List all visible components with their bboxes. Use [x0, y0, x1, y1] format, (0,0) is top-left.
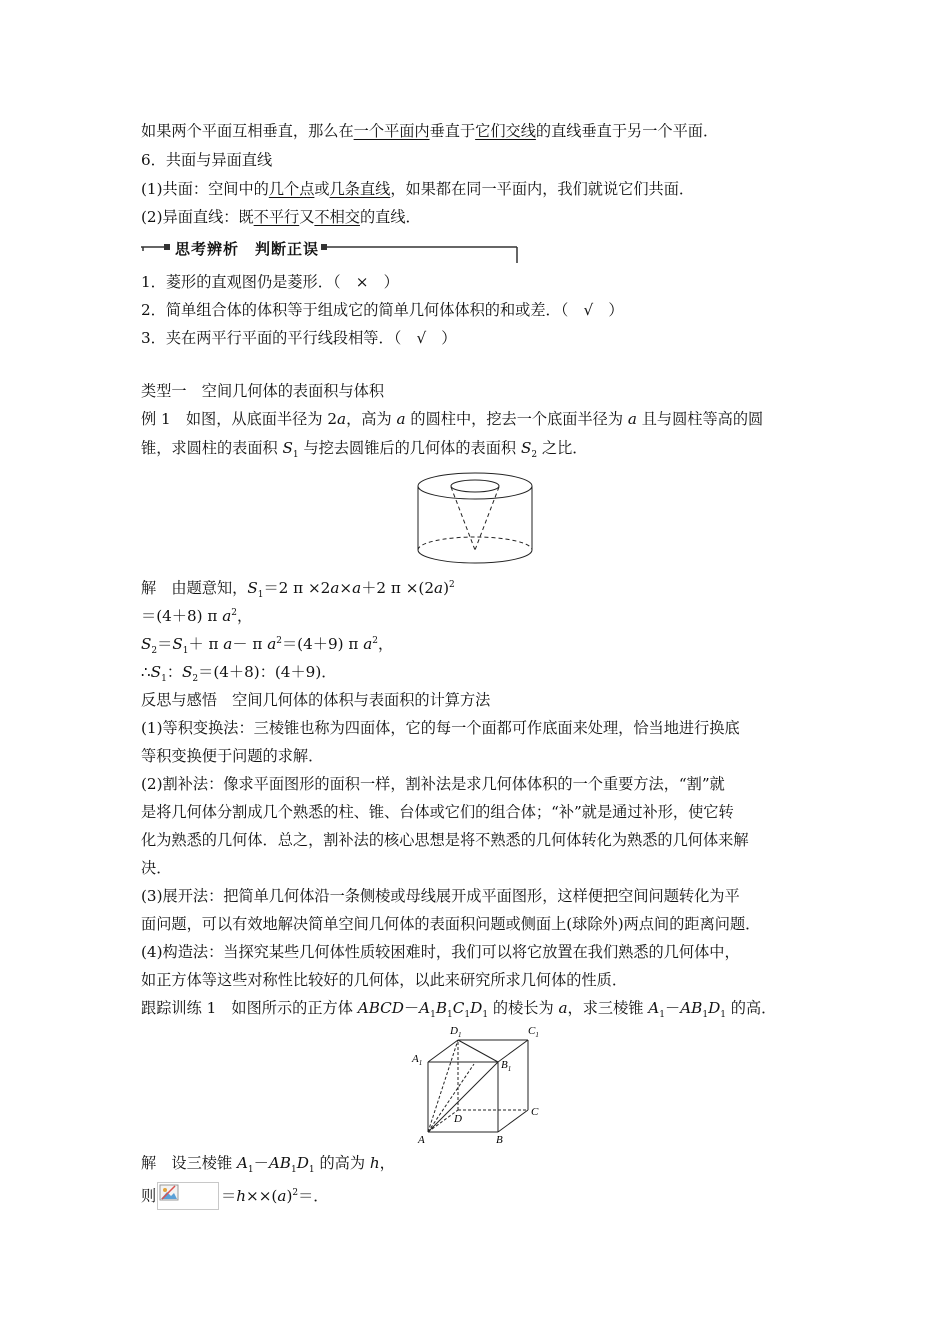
text: (1)共面：空间中的 [141, 180, 269, 198]
underlined-text: 不平行 [253, 208, 300, 226]
solution-line [221, 1185, 328, 1207]
text-line [141, 206, 421, 228]
text: － [253, 1154, 269, 1172]
subscript: 1 [292, 450, 299, 461]
broken-image-icon [157, 1182, 219, 1210]
text: ， [237, 607, 253, 625]
image-placeholder-icon [159, 1184, 181, 1202]
text: 解 由题意知， [141, 579, 248, 597]
text: ＝． [298, 1187, 329, 1205]
cylinder-cone-figure [414, 470, 536, 570]
text: ＋ π [188, 635, 224, 653]
subscript: 2 [192, 674, 199, 685]
text: 又 [299, 208, 315, 226]
cylinder-bottom-back [418, 537, 532, 550]
text-line [141, 178, 694, 200]
reflection-line: 是将几何体分割成几个熟悉的柱、锥、台体或它们的组合体；“补”就是通过补形，使它转 [141, 803, 734, 821]
example-line [141, 408, 763, 430]
subscript: 1 [464, 1010, 471, 1021]
text: 例 1 如图，从底面半径为 2 [141, 410, 338, 428]
text: － [665, 999, 681, 1017]
math-var: h [236, 1187, 246, 1205]
subscript: 2 [531, 450, 538, 461]
solution-line [141, 577, 455, 599]
text: 跟踪训练 1 如图所示的正方体 [141, 999, 358, 1017]
subscript: 1 [182, 646, 189, 657]
cylinder-top-ellipse [418, 473, 532, 499]
text: ＝2 π ×2 [263, 579, 331, 597]
text: 且与圆柱等高的圆 [636, 410, 764, 428]
text: ＝ [221, 1187, 237, 1205]
diagonal-ab1 [428, 1062, 498, 1132]
text: ＝(4＋8) π [141, 607, 223, 625]
diagonal-d1b1 [458, 1040, 498, 1062]
text: 的高． [725, 999, 777, 1017]
subscript: 1 [447, 1010, 453, 1021]
text: ××( [245, 1187, 278, 1205]
math-var: C [452, 999, 465, 1017]
label-d: D [454, 1113, 462, 1125]
text-line [141, 120, 718, 142]
label-d1: $D_1$ [450, 1025, 462, 1039]
math-var: a [558, 999, 568, 1017]
judgement-item: 3．夹在两平行平面的平行线段相等．（ √ ） [141, 329, 457, 347]
subheading: 6．共面与异面直线 [141, 151, 273, 169]
text: × [339, 579, 353, 597]
underlined-text: 不相交 [314, 208, 360, 226]
superscript: 2 [276, 635, 282, 646]
math-var: ABCD [357, 999, 404, 1017]
math-var: S [520, 439, 532, 457]
math-var: S [141, 635, 152, 653]
superscript: 2 [449, 579, 455, 590]
reflection-line: 化为熟悉的几何体．总之，割补法的核心思想是将不熟悉的几何体转化为熟悉的几何体来解 [141, 831, 749, 849]
solution-line [141, 605, 252, 627]
math-var: A [648, 999, 660, 1017]
math-var: D [708, 999, 721, 1017]
solution-line [141, 1185, 156, 1207]
text: － [403, 999, 420, 1017]
text: ，求三棱锥 [567, 999, 649, 1017]
example-line [141, 437, 587, 459]
cylinder-bottom-front [418, 550, 532, 563]
text: ＝ [157, 635, 173, 653]
math-var: S [172, 635, 183, 653]
text: (2)异面直线：既 [141, 208, 254, 226]
cone-base-ellipse [451, 480, 499, 492]
text: － π [232, 635, 268, 653]
math-var: S [282, 439, 293, 457]
reflection-line: (3)展开法：把简单几何体沿一条侧棱或母线展开成平面图形，这样便把空间问题转化为平 [141, 887, 740, 905]
math-var: a [223, 635, 233, 653]
text: 则 [141, 1187, 157, 1205]
judgement-item: 2．简单组合体的体积等于组成它的简单几何体体积的和或差．（ √ ） [141, 301, 624, 319]
label-c1: $C_1$ [528, 1025, 539, 1039]
solution-line [141, 661, 336, 683]
math-var: h [369, 1154, 380, 1172]
text: 解 设三棱锥 [141, 1154, 237, 1172]
subscript: 1 [308, 1165, 315, 1176]
judgement-item: 1．菱形的直观图仍是菱形．（ × ） [141, 273, 399, 291]
label-b1: $B_1$ [501, 1059, 512, 1073]
edge-a1d1 [428, 1040, 458, 1062]
label-c: C [531, 1106, 539, 1118]
math-var: S [247, 579, 258, 597]
text: 的高为 [314, 1154, 370, 1172]
subscript: 1 [659, 1010, 665, 1021]
reflection-line: (2)割补法：像求平面图形的面积一样，割补法是求几何体体积的一个重要方法，“割”就 [141, 775, 725, 793]
underlined-text: 一个平面内 [353, 122, 430, 140]
text: 的直线． [359, 208, 421, 226]
math-var: A [236, 1154, 248, 1172]
subscript: 2 [151, 646, 158, 657]
math-var: S [182, 663, 193, 681]
underlined-text: 几条直线 [329, 180, 391, 198]
math-var: D [296, 1154, 309, 1172]
section-banner [141, 235, 519, 265]
math-var: a [627, 410, 637, 428]
reflection-line: (4)构造法：当探究某些几何体性质较困难时，我们可以将它放置在我们熟悉的几何体中， [141, 943, 740, 961]
solution-line [141, 1152, 395, 1174]
text: 或 [314, 180, 330, 198]
label-a: A [418, 1134, 425, 1144]
text: ∴ [141, 663, 151, 681]
math-var: D [470, 999, 483, 1017]
superscript: 2 [292, 1187, 299, 1198]
math-var: a [434, 579, 444, 597]
section-title: 类型一 空间几何体的表面积与体积 [141, 382, 384, 400]
text: ，如果都在同一平面内，我们就说它们共面． [390, 180, 695, 198]
label-a1: $A_1$ [412, 1053, 423, 1067]
math-var: B [435, 999, 448, 1017]
subscript: 1 [290, 1165, 297, 1176]
subscript: 1 [161, 674, 167, 685]
text: 之比． [537, 439, 588, 457]
banner-title: 思考辨析 判断正误 [175, 240, 320, 258]
math-var: A [419, 999, 431, 1017]
text: ＝(4＋8)：(4＋9)． [198, 663, 337, 681]
math-var: a [337, 410, 347, 428]
underlined-text: 几个点 [268, 180, 315, 198]
text: 锥，求圆柱的表面积 [141, 439, 283, 457]
cone-left-edge [451, 487, 475, 550]
text: 如果两个平面互相垂直，那么在 [141, 122, 354, 140]
solution-line [141, 633, 393, 655]
underlined-text: 它们交线 [475, 122, 536, 140]
reflection-line: 等积变换便于问题的求解． [141, 747, 324, 765]
cube-figure [408, 1022, 548, 1144]
superscript: 2 [372, 635, 378, 646]
text: ＝(4＋9) π [281, 635, 364, 653]
text: ， [379, 1154, 395, 1172]
text: 的棱长为 [488, 999, 559, 1017]
height-line [428, 1064, 474, 1132]
text: 的直线垂直于另一个平面． [535, 122, 719, 140]
math-var: a [267, 635, 277, 653]
math-var: a [222, 607, 232, 625]
math-var: S [150, 663, 162, 681]
text: 与挖去圆锥后的几何体的表面积 [298, 439, 521, 457]
subscript: 1 [247, 1165, 254, 1176]
math-var: a [396, 410, 406, 428]
subscript: 1 [257, 590, 264, 601]
reflection-title: 反思与感悟 空间几何体的体积与表面积的计算方法 [141, 691, 491, 709]
math-var: a [352, 579, 362, 597]
math-var: a [330, 579, 340, 597]
subscript: 1 [482, 1010, 489, 1021]
superscript: 2 [231, 607, 237, 618]
edge-bc [498, 1110, 528, 1132]
math-var: a [363, 635, 373, 653]
subscript: 1 [702, 1010, 709, 1021]
text: 垂直于 [429, 122, 476, 140]
math-var: AB [268, 1154, 291, 1172]
reflection-line: 面问题，可以有效地解决简单空间几何体的表面积问题或侧面上(球除外)两点间的距离问题． [141, 915, 761, 933]
reflection-line: 如正方体等这些对称性比较好的几何体，以此来研究所求几何体的性质． [141, 971, 627, 989]
text: 的圆柱中，挖去一个底面半径为 [405, 410, 628, 428]
text: ，高为 [346, 410, 397, 428]
text: ) [286, 1187, 293, 1205]
math-var: a [277, 1187, 287, 1205]
text: ， [377, 635, 394, 653]
subscript: 1 [430, 1010, 436, 1021]
label-b: B [496, 1134, 503, 1144]
subscript: 1 [720, 1010, 726, 1021]
text: ＋2 π ×(2 [361, 579, 435, 597]
text: ： [166, 663, 182, 681]
cone-right-edge [475, 487, 499, 550]
reflection-line: 决． [141, 859, 172, 877]
reflection-line: (1)等积变换法：三棱锥也称为四面体，它的每一个面都可作底面来处理，恰当地进行换底 [141, 719, 740, 737]
math-var: AB [680, 999, 703, 1017]
practice-line [141, 997, 776, 1019]
text: ) [443, 579, 450, 597]
